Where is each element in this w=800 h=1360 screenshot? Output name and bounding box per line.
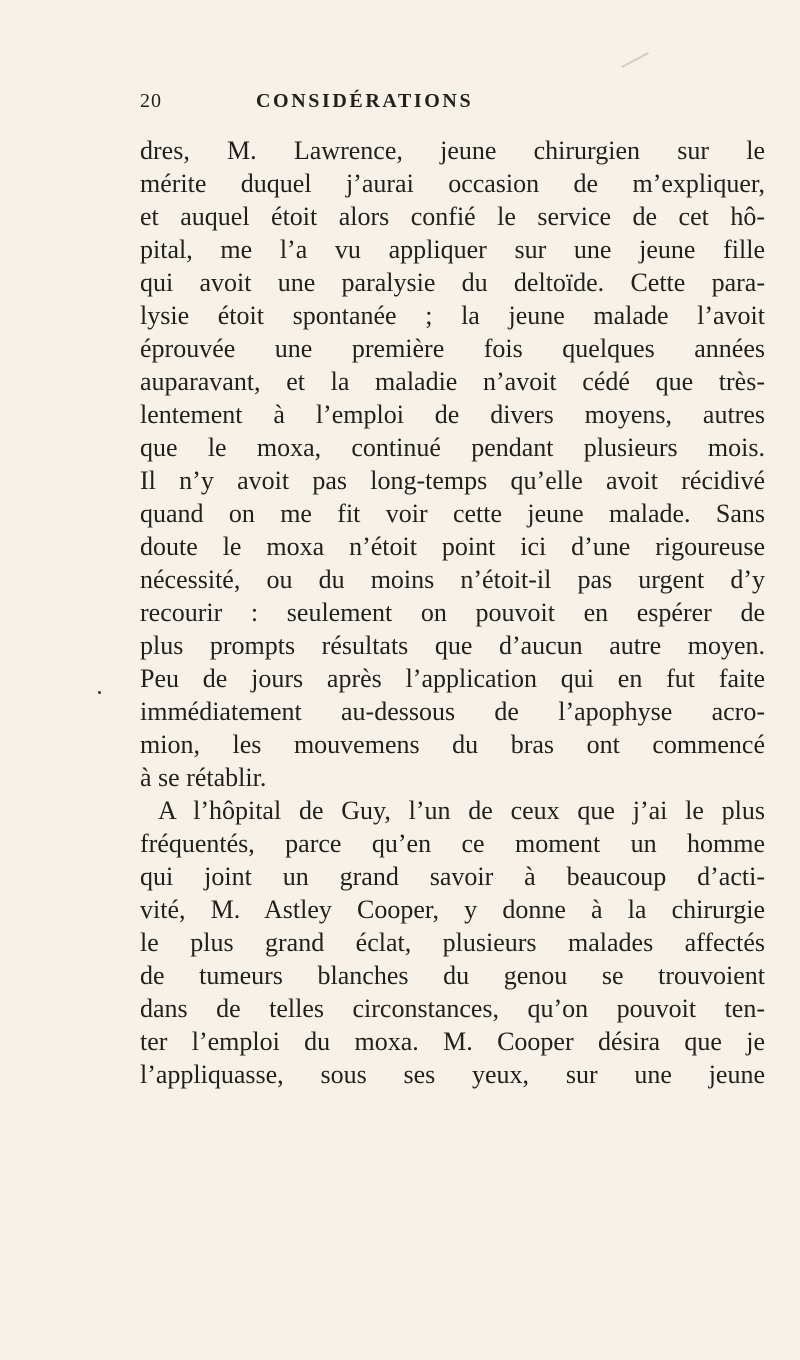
text-line: à se rétablir. bbox=[140, 763, 267, 792]
text-line: de tumeurs blanches du genou se trouvoient bbox=[140, 961, 765, 990]
text-line: doute le moxa n’étoit point ici d’une rigoureuse bbox=[140, 532, 765, 561]
text-line: et auquel étoit alors confié le service de cet hô- bbox=[140, 202, 765, 231]
text-line: quand on me fit voir cette jeune malade. Sans bbox=[140, 499, 765, 528]
page-number: 20 bbox=[140, 90, 162, 112]
text-line: mérite duquel j’aurai occasion de m’expliquer, bbox=[140, 169, 765, 198]
text-line: dres, M. Lawrence, jeune chirurgien sur le bbox=[140, 136, 765, 165]
text-line: ter l’emploi du moxa. M. Cooper désira que je bbox=[140, 1027, 765, 1056]
text-line: Peu de jours après l’application qui en fut faite bbox=[140, 664, 765, 693]
text-line: lysie étoit spontanée ; la jeune malade l’avoit bbox=[140, 301, 765, 330]
text-line: que le moxa, continué pendant plusieurs mois. bbox=[140, 433, 765, 462]
running-title: CONSIDÉRATIONS bbox=[256, 90, 474, 112]
text-line: vité, M. Astley Cooper, y donne à la chirurgie bbox=[140, 895, 765, 924]
paper-mark bbox=[622, 52, 657, 82]
text-line: qui avoit une paralysie du deltoïde. Cette para- bbox=[140, 268, 765, 297]
text-line: plus prompts résultats que d’aucun autre moyen. bbox=[140, 631, 765, 660]
running-head bbox=[140, 90, 610, 122]
text-line: A l’hôpital de Guy, l’un de ceux que j’ai le plus bbox=[158, 796, 765, 825]
text-line: qui joint un grand savoir à beaucoup d’acti- bbox=[140, 862, 765, 891]
text-line: pital, me l’a vu appliquer sur une jeune fille bbox=[140, 235, 765, 264]
margin-dot bbox=[98, 691, 101, 694]
text-line: auparavant, et la maladie n’avoit cédé que très- bbox=[140, 367, 765, 396]
text-line: éprouvée une première fois quelques années bbox=[140, 334, 765, 363]
text-line: l’appliquasse, sous ses yeux, sur une jeune bbox=[140, 1060, 765, 1089]
text-line: Il n’y avoit pas long-temps qu’elle avoit récidivé bbox=[140, 466, 765, 495]
text-line: mion, les mouvemens du bras ont commencé bbox=[140, 730, 765, 759]
text-line: lentement à l’emploi de divers moyens, autres bbox=[140, 400, 765, 429]
text-line: dans de telles circonstances, qu’on pouvoit ten- bbox=[140, 994, 765, 1023]
text-line: nécessité, ou du moins n’étoit-il pas urgent d’y bbox=[140, 565, 765, 594]
text-line: fréquentés, parce qu’en ce moment un homme bbox=[140, 829, 765, 858]
text-line: recourir : seulement on pouvoit en espérer de bbox=[140, 598, 765, 627]
text-line: immédiatement au-dessous de l’apophyse acro- bbox=[140, 697, 765, 726]
body-text bbox=[140, 134, 765, 1091]
text-line: le plus grand éclat, plusieurs malades affectés bbox=[140, 928, 765, 957]
